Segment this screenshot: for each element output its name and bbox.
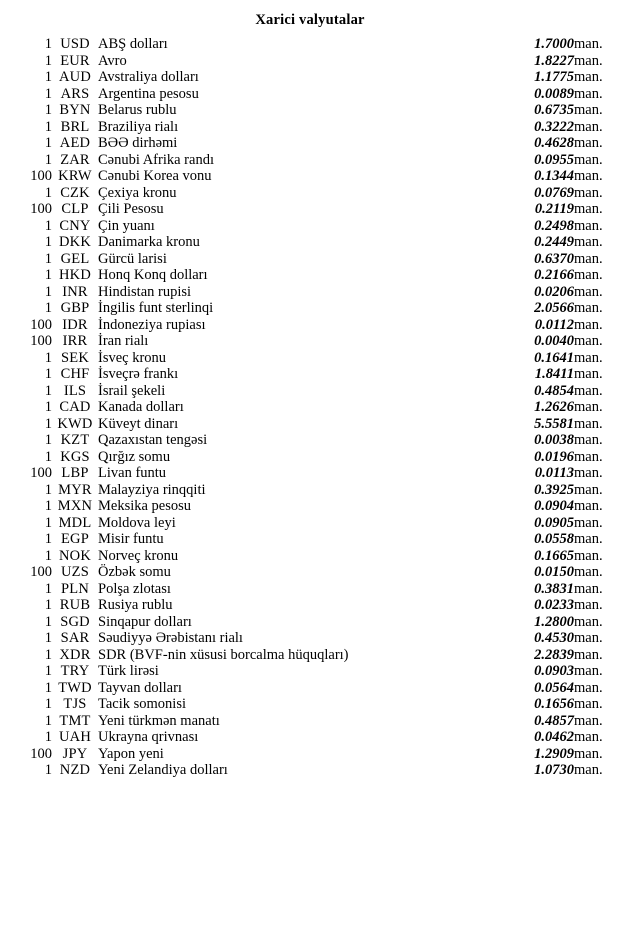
currency-unit: man. <box>574 712 603 729</box>
currency-rate: 5.5581 <box>534 415 574 432</box>
currency-code: EUR <box>60 52 90 69</box>
currency-name: İsveçrə frankı <box>98 366 179 382</box>
currency-quantity: 1 <box>44 630 52 646</box>
currency-unit: man. <box>574 184 603 201</box>
table-row <box>0 102 620 119</box>
currency-code: ARS <box>60 85 90 102</box>
currency-code: EGP <box>61 531 89 547</box>
currency-quantity: 1 <box>44 217 52 234</box>
currency-quantity: 100 <box>30 465 52 481</box>
currency-rate: 0.0769 <box>534 184 574 201</box>
currency-name: SDR (BVF-nin xüsusi borcalma hüquqları) <box>98 646 349 663</box>
currency-unit: man. <box>574 679 603 696</box>
currency-unit: man. <box>574 547 603 564</box>
currency-name: Avstraliya dolları <box>98 69 199 85</box>
currency-name: Norveç kronu <box>98 547 179 564</box>
currency-rate: 0.0089 <box>534 85 574 102</box>
currency-rate: 1.1775 <box>534 69 574 85</box>
currency-quantity: 1 <box>44 415 52 432</box>
currency-quantity: 1 <box>44 481 52 498</box>
currency-unit: man. <box>574 217 603 234</box>
currency-code: AUD <box>58 69 91 85</box>
currency-name: Sinqapur dolları <box>98 613 192 630</box>
currency-rate: 0.0558 <box>534 531 574 547</box>
currency-name: Cənubi Korea vonu <box>98 168 212 184</box>
currency-rate: 1.8411 <box>534 366 574 382</box>
table-row <box>0 696 620 713</box>
currency-name: Misir funtu <box>98 531 164 547</box>
currency-code: GBP <box>60 300 90 316</box>
table-row <box>0 218 620 235</box>
table-row <box>0 350 620 367</box>
currency-name: Çexiya kronu <box>98 184 177 201</box>
currency-quantity: 1 <box>44 69 52 85</box>
currency-code: KWD <box>57 415 93 432</box>
currency-code: SEK <box>61 349 89 366</box>
currency-name: Çin yuanı <box>98 217 155 234</box>
currency-code: CAD <box>59 399 91 415</box>
currency-code: MXN <box>57 498 93 514</box>
table-row <box>0 515 620 532</box>
table-row <box>0 119 620 136</box>
currency-quantity: 1 <box>44 531 52 547</box>
currency-rate: 0.3222 <box>534 118 574 135</box>
currency-code: UZS <box>61 564 89 580</box>
table-row <box>0 416 620 433</box>
currency-rate: 1.8227 <box>534 52 574 69</box>
currency-quantity: 1 <box>44 547 52 564</box>
currency-quantity: 1 <box>44 366 52 382</box>
currency-quantity: 1 <box>44 85 52 102</box>
currency-rate: 0.4857 <box>534 712 574 729</box>
currency-unit: man. <box>574 300 603 316</box>
currency-quantity: 1 <box>44 663 52 679</box>
currency-code: IRR <box>62 333 88 349</box>
table-row <box>0 234 620 251</box>
currency-quantity: 1 <box>44 679 52 696</box>
currency-name: Gürcü larisi <box>98 250 167 267</box>
currency-name: Honq Konq dolları <box>98 267 208 283</box>
currency-rate: 0.2498 <box>534 217 574 234</box>
currency-rate: 0.0113 <box>534 465 574 481</box>
currency-unit: man. <box>574 102 603 118</box>
table-row <box>0 498 620 515</box>
currency-code: LBP <box>61 465 89 481</box>
currency-rate: 0.0233 <box>534 597 574 613</box>
currency-unit: man. <box>574 36 603 52</box>
currency-quantity: 1 <box>44 184 52 201</box>
table-row <box>0 614 620 631</box>
currency-name: İran rialı <box>98 333 149 349</box>
currency-unit: man. <box>574 349 603 366</box>
currency-code: CHF <box>60 366 90 382</box>
currency-quantity: 1 <box>44 448 52 465</box>
currency-rate: 0.3831 <box>534 580 574 597</box>
currency-rate: 0.4530 <box>534 630 574 646</box>
currency-unit: man. <box>574 415 603 432</box>
currency-code: UAH <box>58 729 91 745</box>
currency-code: AED <box>59 135 91 151</box>
currency-name: Avro <box>98 52 127 69</box>
currency-quantity: 1 <box>44 151 52 168</box>
currency-rate: 0.0040 <box>534 333 574 349</box>
currency-code: SAR <box>60 630 90 646</box>
currency-code: CZK <box>60 184 90 201</box>
currency-rate: 1.2909 <box>534 745 574 762</box>
table-row <box>0 581 620 598</box>
currency-quantity: 1 <box>44 514 52 531</box>
currency-name: Moldova leyi <box>98 514 176 531</box>
currency-unit: man. <box>574 168 603 184</box>
currency-rate: 0.0150 <box>534 564 574 580</box>
currency-rate: 2.2839 <box>534 646 574 663</box>
currency-unit: man. <box>574 69 603 85</box>
table-row <box>0 548 620 565</box>
currency-unit: man. <box>574 267 603 283</box>
currency-rate: 0.4628 <box>534 135 574 151</box>
currency-rate: 0.0462 <box>534 729 574 745</box>
currency-name: Livan funtu <box>98 465 167 481</box>
currency-unit: man. <box>574 514 603 531</box>
currency-quantity: 1 <box>44 349 52 366</box>
currency-name: ABŞ dolları <box>98 36 168 52</box>
currency-unit: man. <box>574 234 603 250</box>
currency-unit: man. <box>574 564 603 580</box>
table-row <box>0 729 620 746</box>
table-row <box>0 597 620 614</box>
table-row <box>0 135 620 152</box>
currency-rate: 0.6370 <box>534 250 574 267</box>
currency-quantity: 1 <box>44 52 52 69</box>
currency-code: PLN <box>61 580 89 597</box>
currency-name: Tayvan dolları <box>98 679 182 696</box>
currency-code: NOK <box>58 547 91 564</box>
currency-rates-body <box>0 36 620 779</box>
currency-quantity: 100 <box>30 168 52 184</box>
currency-unit: man. <box>574 250 603 267</box>
currency-quantity: 1 <box>44 234 52 250</box>
currency-quantity: 1 <box>44 762 52 778</box>
currency-name: İsveç kronu <box>98 349 167 366</box>
table-row <box>0 201 620 218</box>
currency-unit: man. <box>574 118 603 135</box>
currency-rate: 1.0730 <box>534 762 574 778</box>
table-row <box>0 630 620 647</box>
currency-quantity: 1 <box>44 712 52 729</box>
currency-name: Braziliya rialı <box>98 118 179 135</box>
table-row <box>0 449 620 466</box>
currency-name: İngilis funt sterlinqi <box>98 300 214 316</box>
currency-rate: 0.1344 <box>534 168 574 184</box>
currency-name: Yeni türkmən manatı <box>98 712 220 729</box>
currency-quantity: 100 <box>30 745 52 762</box>
currency-unit: man. <box>574 333 603 349</box>
currency-unit: man. <box>574 663 603 679</box>
currency-unit: man. <box>574 729 603 745</box>
currency-code: RUB <box>59 597 91 613</box>
currency-rate: 2.0566 <box>534 300 574 316</box>
table-row <box>0 284 620 301</box>
currency-quantity: 1 <box>44 135 52 151</box>
currency-unit: man. <box>574 151 603 168</box>
currency-name: Meksika pesosu <box>98 498 192 514</box>
currency-code: TRY <box>60 663 90 679</box>
currency-unit: man. <box>574 762 603 778</box>
currency-name: Türk lirəsi <box>98 663 159 679</box>
table-row <box>0 300 620 317</box>
currency-name: Kanada dolları <box>98 399 184 415</box>
currency-rate: 0.0206 <box>534 283 574 300</box>
table-row <box>0 762 620 779</box>
table-row <box>0 383 620 400</box>
currency-name: İsrail şekeli <box>98 382 166 399</box>
currency-quantity: 1 <box>44 597 52 613</box>
currency-name: Yeni Zelandiya dolları <box>98 762 228 778</box>
currency-rate: 0.3925 <box>534 481 574 498</box>
currency-code: USD <box>60 36 90 52</box>
currency-code: MYR <box>58 481 92 498</box>
currency-rate: 0.0196 <box>534 448 574 465</box>
currency-rate: 0.0903 <box>534 663 574 679</box>
currency-rate: 0.0564 <box>534 679 574 696</box>
currency-code: HKD <box>58 267 91 283</box>
table-row <box>0 366 620 383</box>
currency-code: DKK <box>58 234 91 250</box>
currency-quantity: 1 <box>44 36 52 52</box>
currency-name: Qırğız somu <box>98 448 171 465</box>
currency-rate: 0.4854 <box>534 382 574 399</box>
currency-name: Küveyt dinarı <box>98 415 179 432</box>
currency-name: Belarus rublu <box>98 102 177 118</box>
currency-unit: man. <box>574 696 603 712</box>
currency-rate: 1.7000 <box>534 36 574 52</box>
currency-name: Polşa zlotası <box>98 580 171 597</box>
table-row <box>0 53 620 70</box>
currency-code: BYN <box>59 102 91 118</box>
table-row <box>0 185 620 202</box>
table-row <box>0 564 620 581</box>
table-row <box>0 746 620 763</box>
currency-name: BƏƏ dirhəmi <box>98 135 178 151</box>
currency-name: Malayziya rinqqiti <box>98 481 206 498</box>
currency-unit: man. <box>574 630 603 646</box>
currency-code: KZT <box>60 432 90 448</box>
currency-quantity: 1 <box>44 267 52 283</box>
currency-rate: 0.0904 <box>534 498 574 514</box>
currency-quantity: 1 <box>44 399 52 415</box>
table-row <box>0 251 620 268</box>
currency-quantity: 100 <box>30 201 52 217</box>
currency-unit: man. <box>574 745 603 762</box>
currency-code: KRW <box>58 168 92 184</box>
currency-code: INR <box>62 283 88 300</box>
currency-rate: 1.2626 <box>534 399 574 415</box>
currency-quantity: 1 <box>44 102 52 118</box>
currency-name: Yapon yeni <box>98 745 164 762</box>
currency-name: Argentina pesosu <box>98 85 199 102</box>
currency-name: Ukrayna qrivnası <box>98 729 199 745</box>
currency-code: KGS <box>60 448 90 465</box>
currency-unit: man. <box>574 382 603 399</box>
currency-unit: man. <box>574 399 603 415</box>
table-row <box>0 531 620 548</box>
currency-name: Cənubi Afrika randı <box>98 151 214 168</box>
currency-quantity: 1 <box>44 300 52 316</box>
table-row <box>0 399 620 416</box>
table-row <box>0 152 620 169</box>
currency-rate: 0.2449 <box>534 234 574 250</box>
table-row <box>0 663 620 680</box>
currency-name: Rusiya rublu <box>98 597 173 613</box>
table-row <box>0 168 620 185</box>
currency-rate: 0.0038 <box>534 432 574 448</box>
currency-unit: man. <box>574 283 603 300</box>
table-row <box>0 317 620 334</box>
currency-quantity: 1 <box>44 646 52 663</box>
currency-quantity: 1 <box>44 729 52 745</box>
currency-code: TMT <box>59 712 91 729</box>
currency-name: Hindistan rupisi <box>98 283 192 300</box>
currency-code: XDR <box>59 646 91 663</box>
table-row <box>0 86 620 103</box>
currency-code: GEL <box>60 250 90 267</box>
page-title: Xarici valyutalar <box>255 12 365 28</box>
currency-code: IDR <box>62 316 88 333</box>
table-row <box>0 680 620 697</box>
currency-unit: man. <box>574 580 603 597</box>
currency-name: Çili Pesosu <box>98 201 164 217</box>
currency-unit: man. <box>574 597 603 613</box>
currency-rate: 0.1641 <box>534 349 574 366</box>
currency-unit: man. <box>574 465 603 481</box>
currency-name: Danimarka kronu <box>98 234 200 250</box>
currency-unit: man. <box>574 201 603 217</box>
table-row <box>0 36 620 53</box>
currency-code: NZD <box>59 762 91 778</box>
table-row <box>0 267 620 284</box>
table-row <box>0 647 620 664</box>
table-row <box>0 482 620 499</box>
currency-unit: man. <box>574 85 603 102</box>
currency-unit: man. <box>574 366 603 382</box>
currency-unit: man. <box>574 52 603 69</box>
currency-quantity: 1 <box>44 580 52 597</box>
currency-name: Qazaxıstan tengəsi <box>98 432 208 448</box>
currency-code: SGD <box>60 613 90 630</box>
currency-code: TJS <box>63 696 87 712</box>
table-row <box>0 432 620 449</box>
currency-rate: 0.1665 <box>534 547 574 564</box>
currency-rate: 0.1656 <box>534 696 574 712</box>
currency-quantity: 1 <box>44 250 52 267</box>
currency-name: Səudiyyə Ərəbistanı rialı <box>98 630 243 646</box>
currency-rate: 0.6735 <box>534 102 574 118</box>
table-row <box>0 465 620 482</box>
currency-quantity: 1 <box>44 382 52 399</box>
currency-quantity: 1 <box>44 118 52 135</box>
currency-code: ILS <box>63 382 87 399</box>
currency-name: Özbək somu <box>98 564 171 580</box>
currency-code: JPY <box>62 745 88 762</box>
currency-unit: man. <box>574 531 603 547</box>
currency-quantity: 100 <box>30 333 52 349</box>
currency-quantity: 1 <box>44 432 52 448</box>
currency-unit: man. <box>574 481 603 498</box>
table-row <box>0 69 620 86</box>
currency-unit: man. <box>574 613 603 630</box>
table-row <box>0 713 620 730</box>
table-row <box>0 333 620 350</box>
currency-quantity: 1 <box>44 498 52 514</box>
currency-rate: 0.0955 <box>534 151 574 168</box>
currency-unit: man. <box>574 135 603 151</box>
currency-quantity: 100 <box>30 564 52 580</box>
currency-code: MDL <box>58 514 92 531</box>
currency-quantity: 1 <box>44 613 52 630</box>
currency-rate: 0.0905 <box>534 514 574 531</box>
currency-code: TWD <box>58 679 92 696</box>
currency-code: ZAR <box>60 151 90 168</box>
currency-code: CNY <box>59 217 91 234</box>
currency-quantity: 1 <box>44 696 52 712</box>
currency-rate: 0.2166 <box>534 267 574 283</box>
currency-code: CLP <box>61 201 89 217</box>
currency-unit: man. <box>574 316 603 333</box>
currency-quantity: 100 <box>30 316 52 333</box>
currency-unit: man. <box>574 498 603 514</box>
currency-name: Tacik somonisi <box>98 696 186 712</box>
currency-rate: 1.2800 <box>534 613 574 630</box>
currency-code: BRL <box>60 118 90 135</box>
currency-rate: 0.0112 <box>534 316 574 333</box>
currency-rates-table <box>0 36 620 779</box>
currency-unit: man. <box>574 646 603 663</box>
currency-rate: 0.2119 <box>534 201 574 217</box>
currency-unit: man. <box>574 448 603 465</box>
currency-quantity: 1 <box>44 283 52 300</box>
currency-name: İndoneziya rupiası <box>98 316 206 333</box>
currency-unit: man. <box>574 432 603 448</box>
